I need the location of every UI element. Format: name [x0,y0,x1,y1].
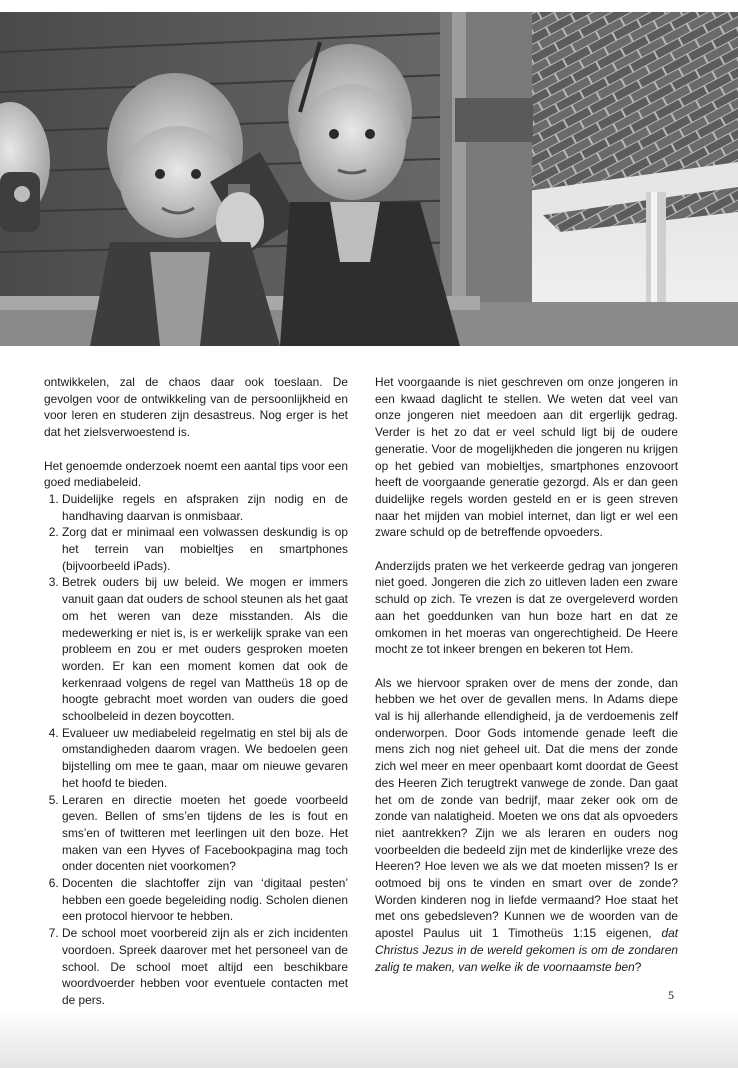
header-photo [0,12,738,346]
paragraph-3-end: ? [634,959,642,974]
list-item: 1. Duidelijke regels en afspraken zijn nodig en de handhaving daarvan is onmisbaar. [62,491,348,524]
page-footer-shade [0,1008,738,1068]
bible-quote: dat Christus Jezus in de wereld gekomen is om de zondaren zalig te maken, van welke ik de voornaamste ben [375,926,678,974]
tips-list [44,491,348,1009]
tips-intro-paragraph: Het genoemde onderzoek noemt een aantal tips voor een goed mediabeleid. [44,458,348,490]
paragraph-3-text: Als we hiervoor spraken over de mens der zonde, dan hebben we het over de gevallen mens. In Adams diepe val is hij allerhande ellendigheid, ja de verdoemenis zelf onderworpen. Door Gods intomende genade leeft die mens zich nog niet geheel uit. Dat die mens der zonde zich wel meer en meer openbaart komt doordat de Geest des Heeren Zich terugtrekt vanwege de zonde. Dan gaat het om de zonde van bedrijf, maar zeker ook om de zonde van nalatigheid. Moeten we ons dat als opvoeders niet aantrekken? Zijn we als leraren en ouders nog voorbeelden die bedeeld zijn met de kinderlijke vreze des Heeren? Hoe leven we als we dat moeten missen? Is er ootmoed bij ons te vinden en smart over de zonde? Worden kinderen nog in liefde vermaand? Hoe staat het met ons gebedsleven? Kunnen we de woorden van de apostel Paulus uit 1 Timotheüs 1:15 eigenen, [375,675,678,941]
page-number: 5 [668,988,674,1002]
left-intro-paragraph: ontwikkelen, zal de chaos daar ook toeslaan. De gevolgen voor de ontwikkeling van de persoonlijkheid en voor leren en studeren zijn desastreus. Nog erger is het dat het zielsverwoestend is. [44,375,348,440]
right-column [375,374,678,992]
photo-illustration [0,12,738,346]
list-item: 4. Evalueer uw mediabeleid regelmatig en stel bij als de omstandigheden daarom vragen. We bedoelen geen bijstelling om mee te gaan, maar om nieuwe gevaren het hoofd te bieden. [62,725,348,792]
right-paragraph-3 [375,675,678,976]
right-paragraph-1: Het voorgaande is niet geschreven om onze jongeren in een kwaad daglicht te stellen. We weten dat veel van onze jongeren niet meedoen aan dit ergerlijk gedrag. Verder is het zo dat er veel schuld ligt bij de oudere generatie. Voor de mogelijkheden die jongeren nu krijgen op het gebied van mobieltjes, smartphones enzovoort heeft de voorgaande generatie gezorgd. Als er dan geen duidelijke regels worden gesteld en er is geen streven naar het mijden van mobiel internet, dan ligt er wel een zware schuld op de betreffende opvoeders. [375,375,678,540]
left-column [44,374,348,1009]
right-paragraph-2: Anderzijds praten we het verkeerde gedrag van jongeren niet goed. Jongeren die zich zo uitleven laden een zware schuld op zich. Te vrezen is dat ze overgeleverd worden aan het goeddunken van hun boze hart en dat ze omkomen in het moeras van ongerechtigheid. De Heere mocht ze tot inkeer brengen en bekeren tot Hem. [375,558,678,657]
list-item: 2. Zorg dat er minimaal een volwassen deskundig is op het terrein van mobieltjes en smartphones (bijvoorbeeld iPads). [62,524,348,574]
list-item: 3. Betrek ouders bij uw beleid. We mogen er immers vanuit gaan dat ouders de school steunen als het gaat om het weren van deze misstanden. Als die medewerking er niet is, is er werkelijk sprake van een probleem en zou er met ouders gesproken moeten worden. Er kan een moment komen dat ook de kerkenraad volgens de regel van Mattheüs 18 op de hoogte gebracht moet worden van ouders die goed schoolbeleid in dezen boycotten. [62,574,348,724]
list-item: 6. Docenten die slachtoffer zijn van ‘digitaal pesten’ hebben een goede begeleiding nodig. Scholen dienen een protocol hiervoor te hebben. [62,875,348,925]
list-item: 5. Leraren en directie moeten het goede voorbeeld geven. Bellen of sms’en tijdens de les is fout en sms’en of twitteren met leerlingen uit den boze. Het maken van een Hyves of Facebookpagina mag toch onder docenten niet voorkomen? [62,792,348,876]
list-item: 7. De school moet voorbereid zijn als er zich incidenten voordoen. Spreek daarover met het personeel van de school. De school moet altijd een beschikbare woordvoerder hebben voor eventuele contacten met de pers. [62,925,348,1009]
